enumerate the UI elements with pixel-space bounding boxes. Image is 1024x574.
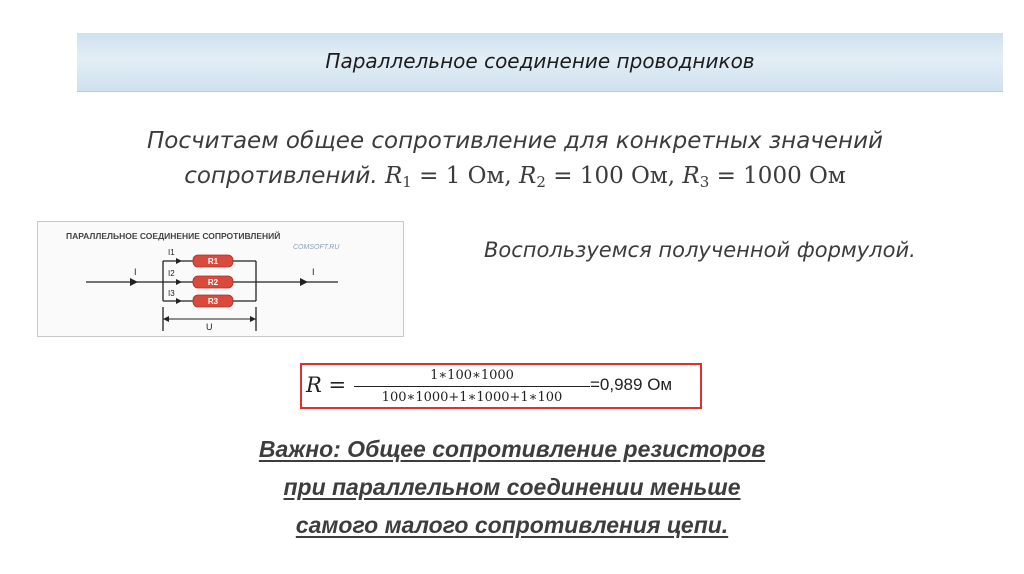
arrow-out-icon	[300, 278, 308, 286]
r1-value: = 1 Ом,	[419, 163, 512, 189]
r2-subscript: 2	[536, 173, 546, 191]
formula-numerator: 1∗100∗1000	[430, 368, 514, 383]
intro-line-2	[60, 163, 970, 191]
diagram-watermark: COMSOFT.RU	[293, 244, 340, 251]
r1-subscript: 1	[402, 173, 412, 191]
intro-line-1: Посчитаем общее сопротивление для конкретных значений	[147, 128, 883, 154]
resistor-r1-label: R1	[207, 257, 219, 266]
r3-expression	[682, 163, 845, 189]
r1-expression	[385, 163, 512, 189]
voltage-label: U	[206, 322, 213, 332]
arrow-in-icon	[130, 278, 138, 286]
current-in-label: I	[134, 267, 137, 277]
formula-lhs-text: R =	[306, 373, 347, 397]
current-i2-label: I2	[168, 269, 175, 278]
formula-box	[300, 363, 702, 409]
arrow-i3-icon	[176, 298, 182, 304]
r3-symbol: R	[682, 163, 700, 189]
resistor-r2-label: R2	[207, 278, 219, 287]
intro-line-2-text: сопротивлений.	[184, 163, 378, 189]
r2-symbol: R	[519, 163, 537, 189]
formula-result: =0,989 Ом	[590, 375, 673, 394]
arrow-i1-icon	[176, 258, 182, 264]
slide-title: Параллельное соединение проводников	[325, 49, 755, 73]
current-out-label: I	[312, 267, 315, 277]
title-bar	[77, 33, 1003, 92]
formula-fraction	[354, 367, 590, 405]
voltage-arrow-left-icon	[163, 316, 169, 322]
current-i3-label: I3	[168, 289, 175, 298]
fraction-bar	[354, 386, 590, 387]
r2-expression	[519, 163, 675, 189]
voltage-arrow-right-icon	[250, 316, 256, 322]
current-i1-label: I1	[168, 248, 175, 257]
formula-lhs	[306, 373, 346, 397]
important-line-3: самого малого сопротивления цепи.	[295, 512, 729, 538]
arrow-i2-icon	[176, 279, 182, 285]
use-formula-text: Воспользуемся полученной формулой.	[484, 238, 916, 262]
important-line-1: Важно: Общее сопротивление резисторов	[258, 436, 766, 462]
important-line-2: при параллельном соединении меньше	[283, 474, 741, 500]
r2-value: = 100 Ом,	[553, 163, 676, 189]
r3-value: = 1000 Ом	[716, 163, 846, 189]
r1-symbol: R	[384, 163, 403, 189]
r3-subscript: 3	[699, 173, 710, 191]
formula-denominator: 100∗1000+1∗1000+1∗100	[381, 390, 563, 405]
resistor-r3-label: R3	[207, 297, 219, 306]
parallel-circuit-diagram	[37, 221, 404, 337]
circuit-svg	[38, 222, 403, 336]
diagram-heading: ПАРАЛЛЕЛЬНОЕ СОЕДИНЕНИЕ СОПРОТИВЛЕНИЙ	[66, 231, 281, 241]
